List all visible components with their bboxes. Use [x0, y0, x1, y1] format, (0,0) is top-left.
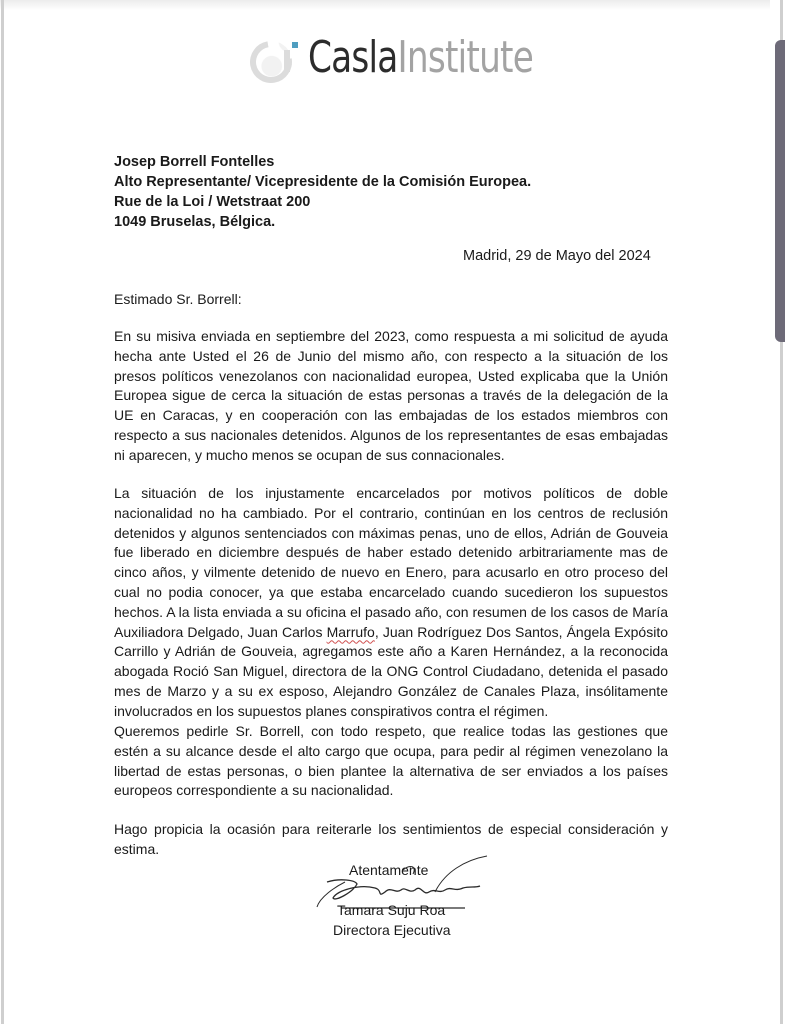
recipient-city: 1049 Bruselas, Bélgica.	[114, 214, 276, 230]
recipient-address-block	[114, 152, 531, 232]
scrollbar-thumb[interactable]	[775, 40, 785, 342]
paragraph-2: La situación de los injustamente encarcelados por motivos políticos de doble nacionalidad no ha cambiado. Por el contrario, continúan en los centros de reclusión detenidos y algunos sentenciados con máximas penas, uno de ellos, Adrián de Gouveia fue liberado en diciembre después de haber estado detenido arbitrariamente mas de cinco años, y vilmente detenido de nuevo en Enero, para acusarlo en otro proceso del cual no podia conocer, ya que estaba encarcelado cuando sucedieron los supuestos hechos. A la lista enviada a su oficina el pasado año, con resumen de los casos de María Auxiliadora Delgado, Juan Carlos Marrufo, Juan Rodríguez Dos Santos, Ángela Expósito Carrillo y Adrián de Gouveia, agregamos este año a Karen Hernández, a la reconocida abogada Roció San Miguel, directora de la ONG Control Ciudadano, detenida el pasado mes de Marzo y a su ex esposo, Alejandro González de Canales Plaza, insólitamente involucrados en los supuestos planes conspirativos contra el régimen.	[114, 485, 668, 719]
closing-text: Atentamente	[349, 862, 429, 878]
paragraph-4: Hago propicia la ocasión para reiterarle los sentimientos de especial consideración y estima.	[114, 821, 668, 857]
signatory-name: Tamara Suju Roa	[337, 902, 446, 918]
logo-institute: Institute	[397, 32, 534, 83]
page-top-shadow	[0, 0, 770, 10]
spellcheck-flagged-word: Marrufo	[326, 623, 375, 640]
signatory-title: Directora Ejecutiva	[333, 922, 451, 938]
paragraph-3: Queremos pedirle Sr. Borrell, con todo respeto, que realice todas las gestiones que estén a su alcance desde el alto cargo que ocupa, para pedir al régimen venezolano la libertad de estas personas, o bien plantee la alternativa de ser enviados a los países europeos correspondiente a su nacionalidad.	[114, 723, 668, 799]
logo-casla: Casla	[308, 32, 398, 83]
casla-logo-icon	[248, 33, 298, 83]
salutation: Estimado Sr. Borrell:	[114, 291, 242, 307]
recipient-name: Josep Borrell Fontelles	[114, 154, 275, 170]
logo-wordmark	[308, 32, 534, 83]
letter-date: Madrid, 29 de Mayo del 2024	[463, 248, 651, 264]
casla-institute-logo	[248, 28, 597, 88]
recipient-street: Rue de la Loi / Wetstraat 200	[114, 194, 311, 210]
logo-accent-square	[292, 42, 298, 48]
paragraph-1: En su misiva enviada en septiembre del 2023, como respuesta a mi solicitud de ayuda hecha ante Usted el 26 de Junio del mismo año, con respecto a la situación de los presos políticos venezolanos con nacionalidad europea, Usted explicaba que la Unión Europea sigue de cerca la situación de estas personas a través de la delegación de la UE en Caracas, y en cooperación con las embajadas de los estados miembros con respecto a sus nacionales detenidos. Algunos de los representantes de esas embajadas ni aparecen, y mucho menos se ocupan de sus connacionales.	[114, 328, 668, 463]
page-left-edge	[1, 0, 4, 1024]
recipient-title: Alto Representante/ Vicepresidente de la Comisión Europea.	[114, 174, 532, 190]
